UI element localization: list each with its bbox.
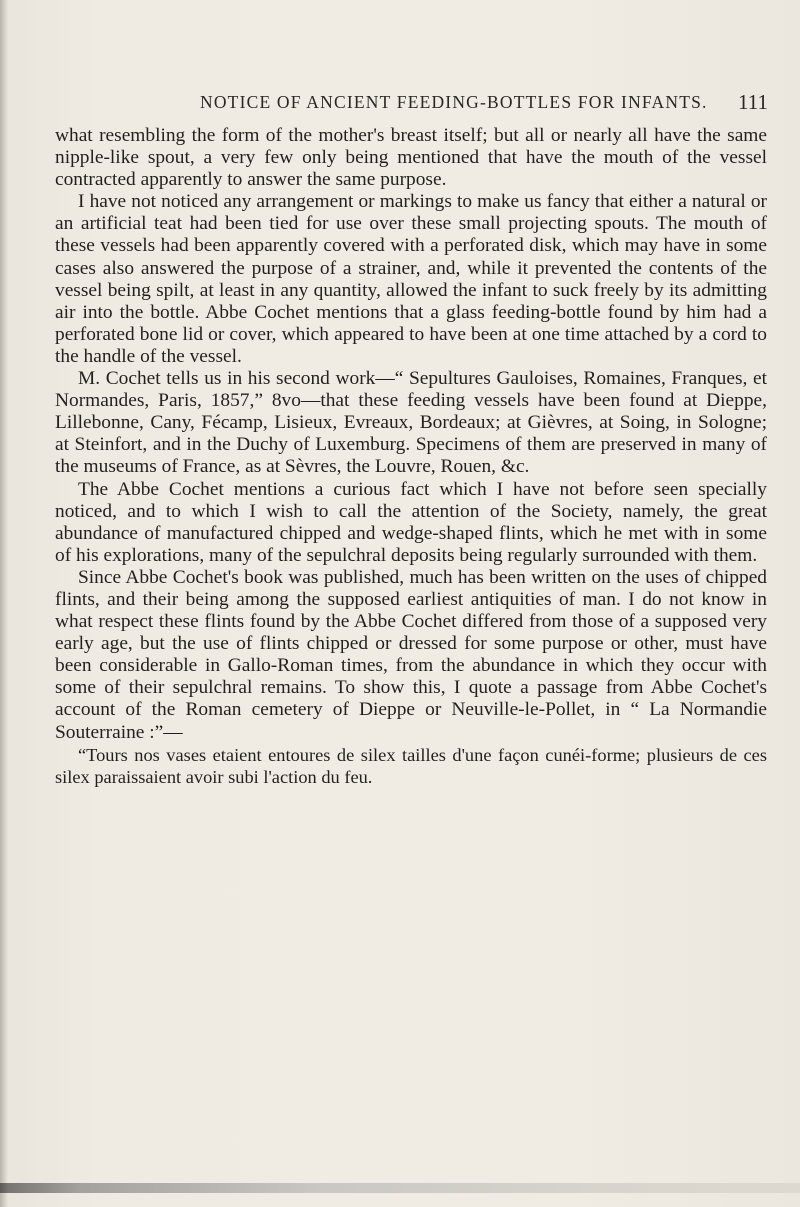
paragraph-flints: The Abbe Cochet mentions a curious fact which I have not before seen specially noticed, and to which I wish to call the attention of the Society, namely, the great abundance of manufactured chipped and wedge-shaped flints, which he met with in some of his explorations, many of the sepulchral deposits being regularly surrounded with them. xyxy=(55,478,767,566)
paragraph-continuation: what resembling the form of the mother's breast itself; but all or nearly all have the same nipple-like spout, a very few only being mentioned that have the mouth of the vessel contracted apparently to answer the same purpose. xyxy=(55,125,767,191)
running-head: NOTICE OF ANCIENT FEEDING-BOTTLES FOR INFANTS. xyxy=(200,92,708,112)
scan-bottom-edge xyxy=(0,1183,800,1193)
page-header xyxy=(90,92,780,122)
page-number: 111 xyxy=(738,90,768,114)
page-binding-shadow xyxy=(0,0,8,1207)
paragraph-sepultures: M. Cochet tells us in his second work—“ Sepultures Gauloises, Romaines, Franques, et Normandes, Paris, 1857,” 8vo—that these feeding vessels have been found at Dieppe, Lillebonne, Cany, Fécamp, Lisieux, Evreaux, Bordeaux; at Gièvres, at Soing, in Sologne; at Steinfort, and in the Duchy of Luxemburg. Specimens of them are preserved in many of the museums of France, as at Sèvres, the Louvre, Rouen, &c. xyxy=(55,368,767,478)
paragraph-chipped-flints: Since Abbe Cochet's book was published, much has been written on the uses of chipped flints, and their being among the supposed earliest antiquities of man. I do not know in what respect these flints found by the Abbe Cochet differed from those of a supposed very early age, but the use of flints chipped or dressed for some purpose or other, must have been considerable in Gallo-Roman times, from the abundance in which they occur with some of their sepulchral remains. To show this, I quote a passage from Abbe Cochet's account of the Roman cemetery of Dieppe or Neuville-le-Pollet, in “ La Normandie Souterraine :”— xyxy=(55,566,767,743)
body-text xyxy=(55,125,767,788)
paragraph-teat-disk: I have not noticed any arrangement or markings to make us fancy that either a natural or an artificial teat had been tied for use over these small projecting spouts. The mouth of these vessels had been apparently covered with a perforated disk, which may have in some cases also answered the purpose of a strainer, and, while it prevented the contents of the vessel being spilt, at least in any quantity, allowed the infant to suck freely by its admitting air into the bottle. Abbe Cochet mentions that a glass feeding-bottle found by him had a perforated bone lid or cover, which appeared to have been at one time attached by a cord to the handle of the vessel. xyxy=(55,191,767,367)
paragraph-french-quote: “Tours nos vases etaient entoures de silex tailles d'une façon cunéi-forme; plusieurs de ces silex paraissaient avoir subi l'action du feu. xyxy=(55,744,767,787)
